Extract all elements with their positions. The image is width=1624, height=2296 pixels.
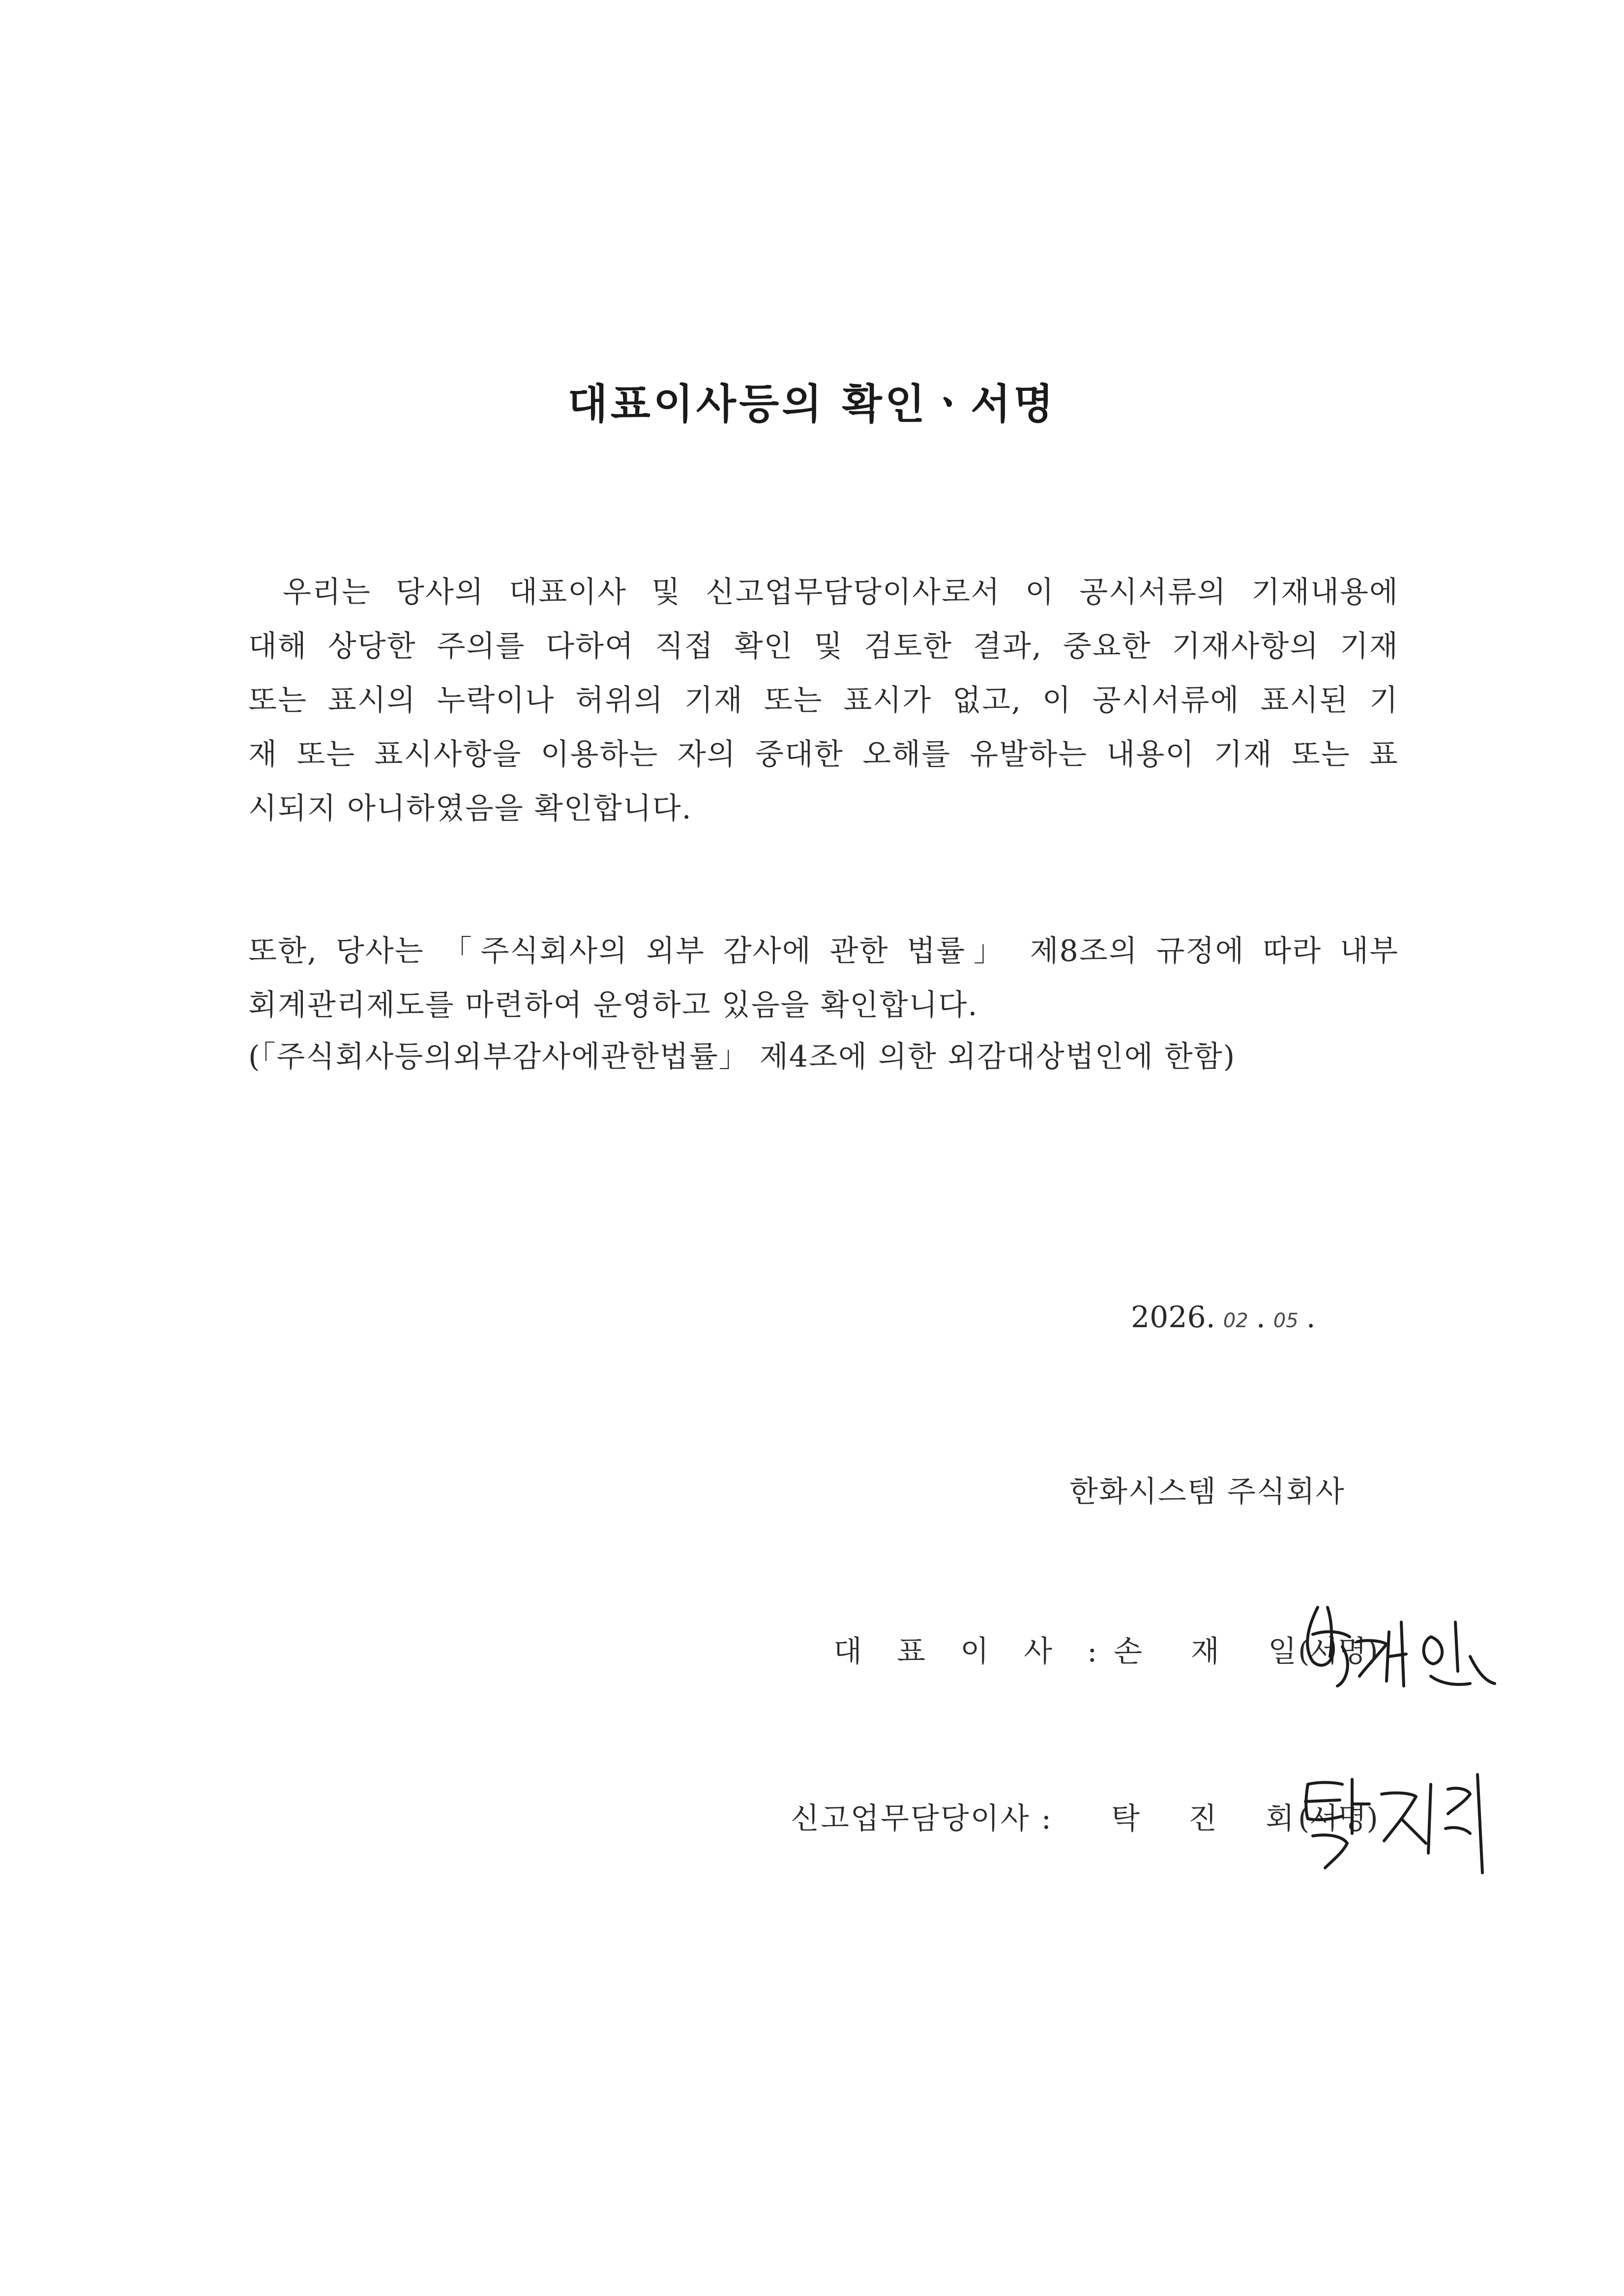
paragraph-line: 우리는 당사의 대표이사 및 신고업무담당이사로서 이 공시서류의 기재내용에 bbox=[283, 575, 1399, 610]
date-separator: . bbox=[1256, 1300, 1266, 1335]
date-end: . bbox=[1306, 1300, 1316, 1335]
disclosure-officer-signature-image bbox=[1278, 1755, 1495, 1897]
signer-role: 대 표 이 사 : bbox=[833, 1634, 1110, 1669]
signer-name: 손 재 일 bbox=[1114, 1634, 1317, 1669]
sign-label: (서명) bbox=[1298, 1802, 1378, 1836]
paragraph-line: 시되지 아니하였음을 확인합니다. bbox=[248, 791, 692, 826]
sign-label: (서명) bbox=[1298, 1634, 1378, 1669]
date-month-handwritten: 02 bbox=[1223, 1309, 1248, 1332]
date-day-handwritten: 05 bbox=[1273, 1309, 1299, 1332]
paragraph-line: (「주식회사등의외부감사에관한법률」 제4조에 의한 외감대상법인에 한함) bbox=[248, 1040, 1236, 1074]
signer-disclosure-officer bbox=[787, 1782, 1500, 1856]
signing-date bbox=[1131, 1298, 1316, 1340]
paragraph-line: 재 또는 표시사항을 이용하는 자의 중대한 오해를 유발하는 내용이 기재 또는 표 bbox=[248, 737, 1399, 772]
signer-ceo bbox=[787, 1615, 1500, 1688]
date-year: 2026. bbox=[1131, 1300, 1215, 1335]
paragraph-line: 또한, 당사는 「주식회사의 외부 감사에 관한 법률」 제8조의 규정에 따라 내부 bbox=[248, 934, 1399, 968]
signer-role: 신고업무담당이사 : bbox=[791, 1802, 1053, 1836]
page-title: 대표이사등의 확인ㆍ서명 bbox=[567, 380, 1057, 428]
signer-name: 탁 진 회 bbox=[1111, 1802, 1314, 1836]
ceo-signature-image bbox=[1283, 1588, 1500, 1715]
paragraph-line: 대해 상당한 주의를 다하여 직접 확인 및 검토한 결과, 중요한 기재사항의 기재 bbox=[248, 629, 1399, 664]
paragraph-line: 회계관리제도를 마련하여 운영하고 있음을 확인합니다. bbox=[248, 988, 978, 1022]
paragraph-line: 또는 표시의 누락이나 허위의 기재 또는 표시가 없고, 이 공시서류에 표시된 기 bbox=[248, 683, 1399, 718]
company-name: 한화시스템 주식회사 bbox=[1069, 1475, 1345, 1509]
